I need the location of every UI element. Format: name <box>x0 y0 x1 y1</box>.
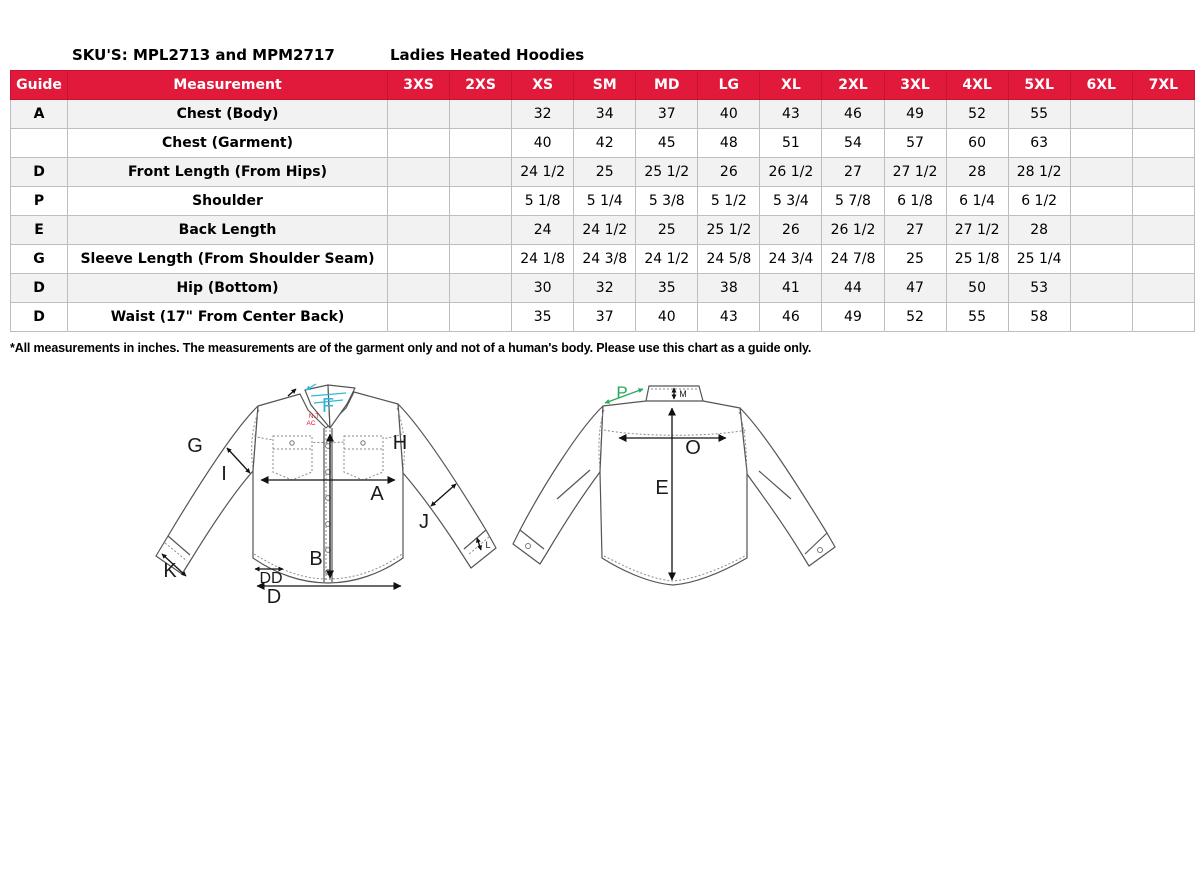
size-value: 6 1/4 <box>946 187 1008 216</box>
size-value <box>388 303 450 332</box>
col-header-xs: XS <box>512 71 574 100</box>
table-row <box>11 100 1195 129</box>
size-value <box>1070 129 1132 158</box>
size-value <box>1132 216 1194 245</box>
col-header-3xl: 3XL <box>884 71 946 100</box>
size-value <box>1070 100 1132 129</box>
garment-front-diagram <box>140 372 540 630</box>
guide-letter: P <box>11 187 68 216</box>
size-value: 52 <box>884 303 946 332</box>
label-j: J <box>419 511 429 533</box>
guide-letter: D <box>11 274 68 303</box>
size-value: 24 <box>512 216 574 245</box>
size-value <box>450 158 512 187</box>
label-e: E <box>655 477 669 499</box>
sku-title: SKU'S: MPL2713 and MPM2717 <box>72 46 335 64</box>
measurement-name: Hip (Bottom) <box>68 274 388 303</box>
size-value: 26 1/2 <box>822 216 884 245</box>
size-value <box>1132 100 1194 129</box>
guide-letter: A <box>11 100 68 129</box>
size-value <box>1070 245 1132 274</box>
size-value <box>1070 216 1132 245</box>
label-k: K <box>163 560 177 582</box>
label-h: H <box>392 432 408 454</box>
size-value: 47 <box>884 274 946 303</box>
size-value: 48 <box>698 129 760 158</box>
col-header-lg: LG <box>698 71 760 100</box>
col-header-md: MD <box>636 71 698 100</box>
size-value: 55 <box>946 303 1008 332</box>
table-body <box>11 100 1195 332</box>
size-value: 24 3/4 <box>760 245 822 274</box>
label-p: P <box>616 383 628 402</box>
col-header-6xl: 6XL <box>1070 71 1132 100</box>
size-value: 57 <box>884 129 946 158</box>
size-value <box>1132 187 1194 216</box>
header-row <box>11 71 1195 100</box>
table-row <box>11 187 1195 216</box>
guide-letter: E <box>11 216 68 245</box>
size-value: 43 <box>760 100 822 129</box>
size-value: 54 <box>822 129 884 158</box>
size-value: 30 <box>512 274 574 303</box>
size-value: 5 1/8 <box>512 187 574 216</box>
guide-letter: D <box>11 158 68 187</box>
size-value: 25 1/2 <box>636 158 698 187</box>
size-value: 46 <box>760 303 822 332</box>
col-header-guide: Guide <box>11 71 68 100</box>
col-header-2xs: 2XS <box>450 71 512 100</box>
back-garment-outline <box>513 386 835 585</box>
size-value: 26 <box>760 216 822 245</box>
table-row <box>11 303 1195 332</box>
measurement-name: Back Length <box>68 216 388 245</box>
size-value: 34 <box>574 100 636 129</box>
size-value: 27 <box>884 216 946 245</box>
size-value: 26 <box>698 158 760 187</box>
col-header-7xl: 7XL <box>1132 71 1194 100</box>
size-value <box>388 129 450 158</box>
size-value <box>450 274 512 303</box>
size-value: 26 1/2 <box>760 158 822 187</box>
table-row <box>11 129 1195 158</box>
size-value: 32 <box>512 100 574 129</box>
size-value: 24 1/2 <box>574 216 636 245</box>
size-value: 32 <box>574 274 636 303</box>
size-value: 27 1/2 <box>946 216 1008 245</box>
col-header-xl: XL <box>760 71 822 100</box>
size-value <box>388 245 450 274</box>
size-value: 25 <box>574 158 636 187</box>
measurement-name: Sleeve Length (From Shoulder Seam) <box>68 245 388 274</box>
size-value <box>388 216 450 245</box>
size-value: 41 <box>760 274 822 303</box>
size-value: 27 1/2 <box>884 158 946 187</box>
size-value: 24 5/8 <box>698 245 760 274</box>
size-value: 28 <box>946 158 1008 187</box>
col-header-measurement: Measurement <box>68 71 388 100</box>
size-value <box>1132 129 1194 158</box>
size-value: 5 1/4 <box>574 187 636 216</box>
label-dd: DD <box>259 570 283 587</box>
size-value <box>1070 274 1132 303</box>
size-value: 25 1/4 <box>1008 245 1070 274</box>
label-m: M <box>679 389 687 399</box>
label-d: D <box>266 586 282 608</box>
size-value: 6 1/8 <box>884 187 946 216</box>
label-ac: AC <box>306 420 316 427</box>
size-value <box>1132 158 1194 187</box>
label-i: I <box>221 463 227 485</box>
table-row <box>11 216 1195 245</box>
size-value: 5 7/8 <box>822 187 884 216</box>
measurement-name: Chest (Body) <box>68 100 388 129</box>
size-value: 6 1/2 <box>1008 187 1070 216</box>
size-value: 40 <box>636 303 698 332</box>
size-value: 28 1/2 <box>1008 158 1070 187</box>
size-value: 35 <box>512 303 574 332</box>
size-value: 25 <box>884 245 946 274</box>
size-value <box>1070 158 1132 187</box>
size-value: 24 1/2 <box>512 158 574 187</box>
size-value: 24 3/8 <box>574 245 636 274</box>
size-value <box>388 187 450 216</box>
size-value <box>1132 303 1194 332</box>
label-l: L <box>485 540 491 550</box>
measurement-name: Shoulder <box>68 187 388 216</box>
size-value <box>450 303 512 332</box>
size-value <box>1070 303 1132 332</box>
size-value: 25 1/2 <box>698 216 760 245</box>
guide-letter: D <box>11 303 68 332</box>
size-value: 55 <box>1008 100 1070 129</box>
size-value: 38 <box>698 274 760 303</box>
size-value: 45 <box>636 129 698 158</box>
size-value: 5 3/8 <box>636 187 698 216</box>
col-header-3xs: 3XS <box>388 71 450 100</box>
label-o: O <box>685 437 701 459</box>
col-header-2xl: 2XL <box>822 71 884 100</box>
size-value: 60 <box>946 129 1008 158</box>
size-value <box>450 100 512 129</box>
col-header-5xl: 5XL <box>1008 71 1070 100</box>
table-row <box>11 158 1195 187</box>
size-value: 28 <box>1008 216 1070 245</box>
size-value: 52 <box>946 100 1008 129</box>
product-title: Ladies Heated Hoodies <box>390 46 585 64</box>
measurement-name: Chest (Garment) <box>68 129 388 158</box>
footnote: *All measurements in inches. The measurements are of the garment only and not of a human's body. Please use this chart as a guide only. <box>10 341 812 355</box>
size-value <box>450 187 512 216</box>
size-value: 24 1/2 <box>636 245 698 274</box>
size-value: 24 7/8 <box>822 245 884 274</box>
size-value: 53 <box>1008 274 1070 303</box>
size-value <box>388 158 450 187</box>
col-header-sm: SM <box>574 71 636 100</box>
size-value: 58 <box>1008 303 1070 332</box>
label-nt: N.T <box>308 413 320 420</box>
size-value: 43 <box>698 303 760 332</box>
size-value <box>1070 187 1132 216</box>
size-value <box>450 216 512 245</box>
col-header-4xl: 4XL <box>946 71 1008 100</box>
table-row <box>11 274 1195 303</box>
size-value <box>1132 245 1194 274</box>
size-value: 44 <box>822 274 884 303</box>
size-value: 37 <box>636 100 698 129</box>
size-chart-table <box>10 70 1195 332</box>
size-value: 5 3/4 <box>760 187 822 216</box>
size-value <box>1132 274 1194 303</box>
size-value: 50 <box>946 274 1008 303</box>
size-value <box>450 245 512 274</box>
size-value: 27 <box>822 158 884 187</box>
size-value <box>388 100 450 129</box>
label-a: A <box>370 483 384 505</box>
size-value: 40 <box>512 129 574 158</box>
measurement-name: Front Length (From Hips) <box>68 158 388 187</box>
label-g: G <box>187 435 203 457</box>
size-value: 35 <box>636 274 698 303</box>
table-header <box>11 71 1195 100</box>
size-value: 42 <box>574 129 636 158</box>
size-value: 37 <box>574 303 636 332</box>
label-b: B <box>309 548 323 570</box>
size-value: 25 <box>636 216 698 245</box>
table-row <box>11 245 1195 274</box>
size-value: 5 1/2 <box>698 187 760 216</box>
size-value <box>388 274 450 303</box>
size-value: 51 <box>760 129 822 158</box>
label-f: F <box>321 395 335 417</box>
size-value: 40 <box>698 100 760 129</box>
measurement-name: Waist (17" From Center Back) <box>68 303 388 332</box>
size-value: 49 <box>822 303 884 332</box>
guide-letter: G <box>11 245 68 274</box>
size-value: 46 <box>822 100 884 129</box>
size-value: 24 1/8 <box>512 245 574 274</box>
size-value: 25 1/8 <box>946 245 1008 274</box>
guide-letter <box>11 129 68 158</box>
size-value: 63 <box>1008 129 1070 158</box>
size-value <box>450 129 512 158</box>
garment-back-diagram <box>500 372 900 634</box>
size-value: 49 <box>884 100 946 129</box>
